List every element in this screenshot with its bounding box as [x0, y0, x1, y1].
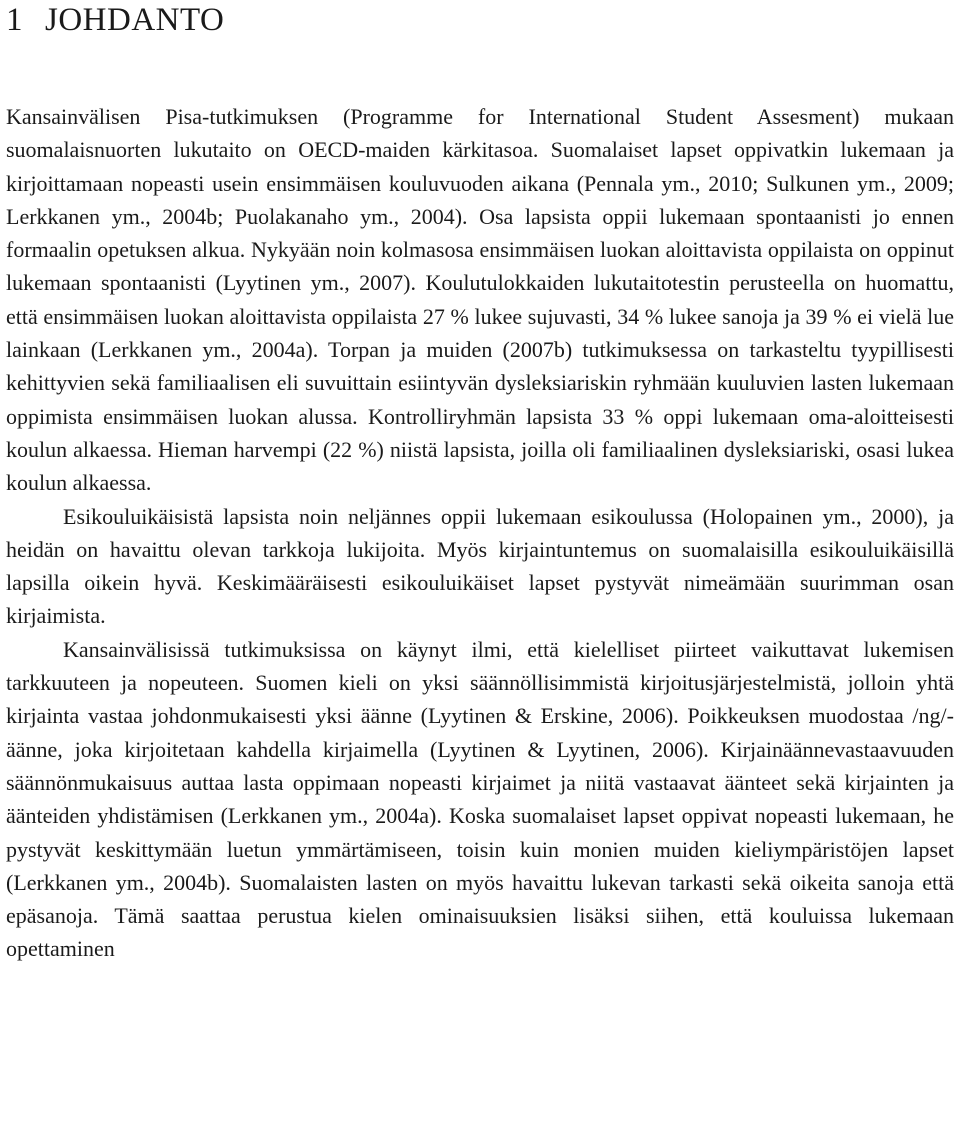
document-page — [6, 0, 954, 966]
paragraph: Esikouluikäisistä lapsista noin neljännes oppii lukemaan esikoulussa (Holopainen ym., 2000), ja heidän on havaittu olevan tarkkoja lukijoita. Myös kirjaintuntemus on suomalaisilla esikouluikäisillä lapsilla oikein hyvä. Keskimääräisesti esikouluikäiset lapset pystyvät nimeämään suurimman osan kirjaimista. — [6, 503, 954, 629]
chapter-number: 1 — [6, 2, 23, 38]
body-text — [6, 100, 954, 966]
chapter-title: JOHDANTO — [45, 2, 225, 38]
paragraph: Kansainvälisissä tutkimuksissa on käynyt ilmi, että kielelliset piirteet vaikuttavat lukemisen tarkkuuteen ja nopeuteen. Suomen kieli on yksi säännöllisimmistä kirjoitusjärjestelmistä, jolloin yhtä kirjainta vastaa johdonmukaisesti yksi äänne (Lyytinen & Erskine, 2006). Poikkeuksen muodostaa /ng/-äänne, joka kirjoitetaan kahdella kirjaimella (Lyytinen & Lyytinen, 2006). Kirjainäännevastaavuuden säännönmukaisuus auttaa lasta oppimaan nopeasti kirjaimet ja niitä vastaavat äänteet sekä kirjainten ja äänteiden yhdistämisen (Lerkkanen ym., 2004a). Koska suomalaiset lapset oppivat nopeasti lukemaan, he pystyvät keskittymään luetun ymmärtämiseen, toisin kuin monien muiden kieliympäristöjen lapset (Lerkkanen ym., 2004b). Suomalaisten lasten on myös havaittu lukevan tarkasti sekä oikeita sanoja että epäsanoja. Tämä saattaa perustua kielen ominaisuuksien lisäksi siihen, että kouluissa lukemaan opettaminen — [6, 636, 954, 962]
chapter-heading — [6, 0, 954, 42]
paragraph: Kansainvälisen Pisa-tutkimuksen (Programme for International Student Assesment) mukaan suomalaisnuorten lukutaito on OECD-maiden kärkitasoa. Suomalaiset lapset oppivatkin lukemaan ja kirjoittamaan nopeasti usein ensimmäisen kouluvuoden aikana (Pennala ym., 2010; Sulkunen ym., 2009; Lerkkanen ym., 2004b; Puolakanaho ym., 2004). Osa lapsista oppii lukemaan spontaanisti jo ennen formaalin opetuksen alkua. Nykyään noin kolmasosa ensimmäisen luokan aloittavista oppilaista on oppinut lukemaan spontaanisti (Lyytinen ym., 2007). Koulutulokkaiden lukutaitotestin perusteella on huomattu, että ensimmäisen luokan aloittavista oppilaista 27 % lukee sujuvasti, 34 % lukee sanoja ja 39 % ei vielä lue lainkaan (Lerkkanen ym., 2004a). Torpan ja muiden (2007b) tutkimuksessa on tarkasteltu tyypillisesti kehittyvien sekä familiaalisen eli suvuittain esiintyvän dysleksiariskin ryhmään kuuluvien lasten lukemaan oppimista ensimmäisen luokan alussa. Kontrolliryhmän lapsista 33 % oppi lukemaan oma-aloitteisesti koulun alkaessa. Hieman harvempi (22 %) niistä lapsista, joilla oli familiaalinen dysleksiariski, osasi lukea koulun alkaessa. — [6, 104, 954, 496]
